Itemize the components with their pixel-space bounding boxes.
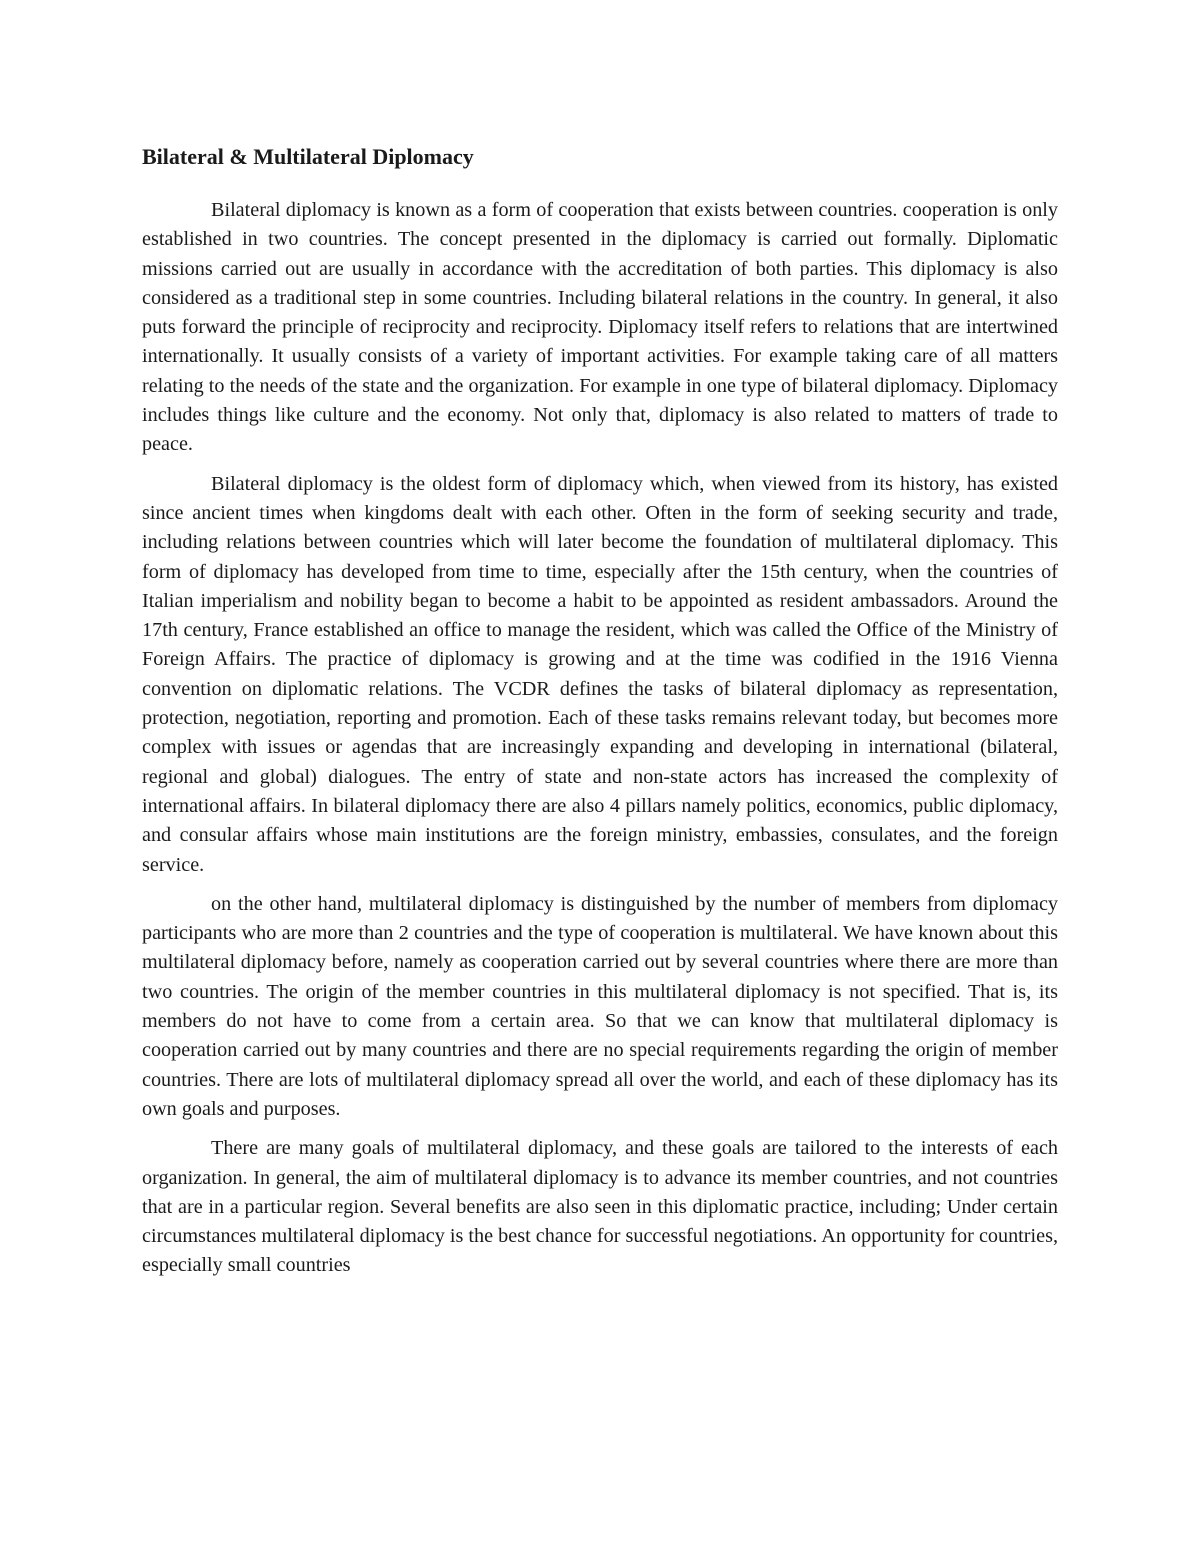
paragraph-multilateral-goals: There are many goals of multilateral diplomacy, and these goals are tailored to the interests of each organization. In general, the aim of multilateral diplomacy is to advance its member countries, and not countries that are in a particular region. Several benefits are also seen in this diplomatic practice, including; Under certain circumstances multilateral diplomacy is the best chance for successful negotiations. An opportunity for countries, especially small countries bbox=[142, 1137, 1058, 1277]
document-title: Bilateral & Multilateral Diplomacy bbox=[142, 144, 474, 169]
paragraph-multilateral-definition: on the other hand, multilateral diplomacy is distinguished by the number of members from diplomacy participants who are more than 2 countries and the type of cooperation is multilateral. We have known about this multilateral diplomacy before, namely as cooperation carried out by several countries where there are more than two countries. The origin of the member countries in this multilateral diplomacy is not specified. That is, its members do not have to come from a certain area. So that we can know that multilateral diplomacy is cooperation carried out by many countries and there are no special requirements regarding the origin of member countries. There are lots of multilateral diplomacy spread all over the world, and each of these diplomacy has its own goals and purposes. bbox=[142, 892, 1058, 1120]
paragraph-bilateral-definition: Bilateral diplomacy is known as a form of cooperation that exists between countries. cooperation is only established in two countries. The concept presented in the diplomacy is carried out formally. Diplomatic missions carried out are usually in accordance with the accreditation of both parties. This diplomacy is also considered as a traditional step in some countries. Including bilateral relations in the country. In general, it also puts forward the principle of reciprocity and reciprocity. Diplomacy itself refers to relations that are intertwined internationally. It usually consists of a variety of important activities. For example taking care of all matters relating to the needs of the state and the organization. For example in one type of bilateral diplomacy. Diplomacy includes things like culture and the economy. Not only that, diplomacy is also related to matters of trade to peace. bbox=[142, 199, 1058, 456]
paragraph-bilateral-history: Bilateral diplomacy is the oldest form of diplomacy which, when viewed from its history, has existed since ancient times when kingdoms dealt with each other. Often in the form of seeking security and trade, including relations between countries which will later become the foundation of multilateral diplomacy. This form of diplomacy has developed from time to time, especially after the 15th century, when the countries of Italian imperialism and nobility began to become a habit to be appointed as resident ambassadors. Around the 17th century, France established an office to manage the resident, which was called the Office of the Ministry of Foreign Affairs. The practice of diplomacy is growing and at the time was codified in the 1916 Vienna convention on diplomatic relations. The VCDR defines the tasks of bilateral diplomacy as representation, protection, negotiation, reporting and promotion. Each of these tasks remains relevant today, but becomes more complex with issues or agendas that are increasingly expanding and developing in international (bilateral, regional and global) dialogues. The entry of state and non-state actors has increased the complexity of international affairs. In bilateral diplomacy there are also 4 pillars namely politics, economics, public diplomacy, and consular affairs whose main institutions are the foreign ministry, embassies, consulates, and the foreign service. bbox=[142, 472, 1058, 876]
document-body bbox=[142, 140, 1058, 1291]
